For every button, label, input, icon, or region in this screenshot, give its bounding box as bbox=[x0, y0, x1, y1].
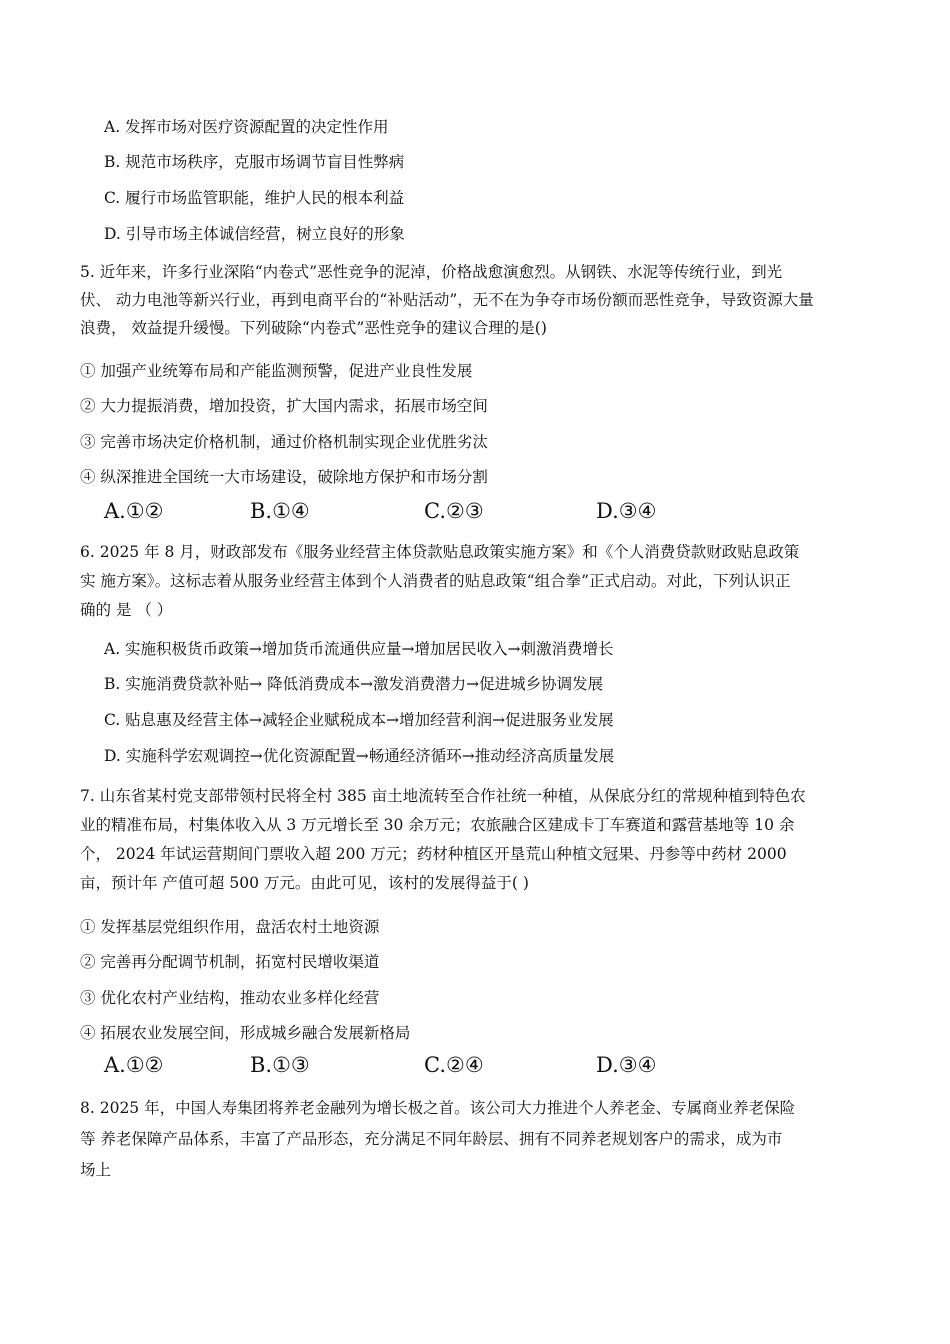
q7-choice-c: C.②④ bbox=[424, 1053, 484, 1077]
q7-stem-line-1: 7. 山东省某村党支部带领村民将全村 385 亩土地流转至合作社统一种植，从保底分红的常规种植到特色农 bbox=[80, 787, 806, 805]
q6-option-b: B. 实施消费贷款补贴→ 降低消费成本→激发消费潜力→促进城乡协调发展 bbox=[104, 675, 604, 693]
q8-stem-line-3: 场上 bbox=[80, 1161, 112, 1179]
q5-choice-a: A.①② bbox=[104, 499, 164, 523]
q7-item-2: ② 完善再分配调节机制，拓宽村民增收渠道 bbox=[80, 953, 380, 971]
q7-stem-line-3: 个， 2024 年试运营期间门票收入超 200 万元；药材种植区开垦荒山种植文冠果、丹参等中药材 2000 bbox=[80, 845, 787, 863]
q5-stem-line-1: 5. 近年来，许多行业深陷“内卷式”恶性竞争的泥淖，价格战愈演愈烈。从钢铁、水泥等传统行业，到光 bbox=[80, 263, 783, 281]
q7-item-4: ④ 拓展农业发展空间，形成城乡融合发展新格局 bbox=[80, 1024, 411, 1042]
q6-option-c: C. 贴息惠及经营主体→减轻企业赋税成本→增加经营利润→促进服务业发展 bbox=[104, 711, 614, 729]
q7-item-1: ① 发挥基层党组织作用，盘活农村土地资源 bbox=[80, 918, 380, 936]
q5-item-1: ① 加强产业统筹布局和产能监测预警，促进产业良性发展 bbox=[80, 362, 473, 380]
q5-choice-b: B.①④ bbox=[250, 499, 310, 523]
q8-stem-line-1: 8. 2025 年，中国人寿集团将养老金融列为增长极之首。该公司大力推进个人养老金、专属商业养老保险 bbox=[80, 1099, 796, 1117]
q6-stem-line-2: 实 施方案》。这标志着从服务业经营主体到个人消费者的贴息政策“组合拳”正式启动。对此，下列认识正 bbox=[80, 572, 791, 590]
q5-item-2: ② 大力提振消费，增加投资，扩大国内需求，拓展市场空间 bbox=[80, 397, 488, 415]
q4-option-b: B. 规范市场秩序，克服市场调节盲目性弊病 bbox=[104, 153, 405, 171]
q5-item-3: ③ 完善市场决定价格机制，通过价格机制实现企业优胜劣汰 bbox=[80, 433, 488, 451]
q6-option-a: A. 实施积极货币政策→增加货币流通供应量→增加居民收入→刺激消费增长 bbox=[104, 640, 614, 658]
q6-stem-line-3: 确的 是 （ ） bbox=[80, 601, 173, 619]
q8-stem-line-2: 等 养老保障产品体系，丰富了产品形态，充分满足不同年龄层、拥有不同养老规划客户的需求，成为市 bbox=[80, 1130, 783, 1148]
q7-stem-line-2: 业的精准布局，村集体收入从 3 万元增长至 30 余万元；农旅融合区建成卡丁车赛道和露营基地等 10 余 bbox=[80, 816, 795, 834]
q5-stem-line-3: 浪费， 效益提升缓慢。下列破除“内卷式”恶性竞争的建议合理的是() bbox=[80, 319, 547, 337]
q6-stem-line-1: 6. 2025 年 8 月，财政部发布《服务业经营主体贷款贴息政策实施方案》和《个人消费贷款财政贴息政策 bbox=[80, 543, 800, 561]
q7-choice-a: A.①② bbox=[104, 1053, 164, 1077]
q5-choice-d: D.③④ bbox=[596, 499, 657, 523]
q7-item-3: ③ 优化农村产业结构，推动农业多样化经营 bbox=[80, 989, 380, 1007]
q7-choice-b: B.①③ bbox=[250, 1053, 310, 1077]
q5-stem-line-2: 伏、 动力电池等新兴行业，再到电商平台的“补贴活动”，无不在为争夺市场份额而恶性竞争，导致资源大量 bbox=[80, 291, 814, 309]
q7-stem-line-4: 亩，预计年 产值可超 500 万元。由此可见，该村的发展得益于( ) bbox=[80, 874, 529, 892]
q7-choice-d: D.③④ bbox=[596, 1053, 657, 1077]
q4-option-c: C. 履行市场监管职能，维护人民的根本利益 bbox=[104, 189, 405, 207]
q6-option-d: D. 实施科学宏观调控→优化资源配置→畅通经济循环→推动经济高质量发展 bbox=[104, 747, 615, 765]
q5-choice-c: C.②③ bbox=[424, 499, 484, 523]
q4-option-d: D. 引导市场主体诚信经营，树立良好的形象 bbox=[104, 225, 405, 243]
q4-option-a: A. 发挥市场对医疗资源配置的决定性作用 bbox=[104, 118, 389, 136]
q5-item-4: ④ 纵深推进全国统一大市场建设，破除地方保护和市场分割 bbox=[80, 468, 488, 486]
